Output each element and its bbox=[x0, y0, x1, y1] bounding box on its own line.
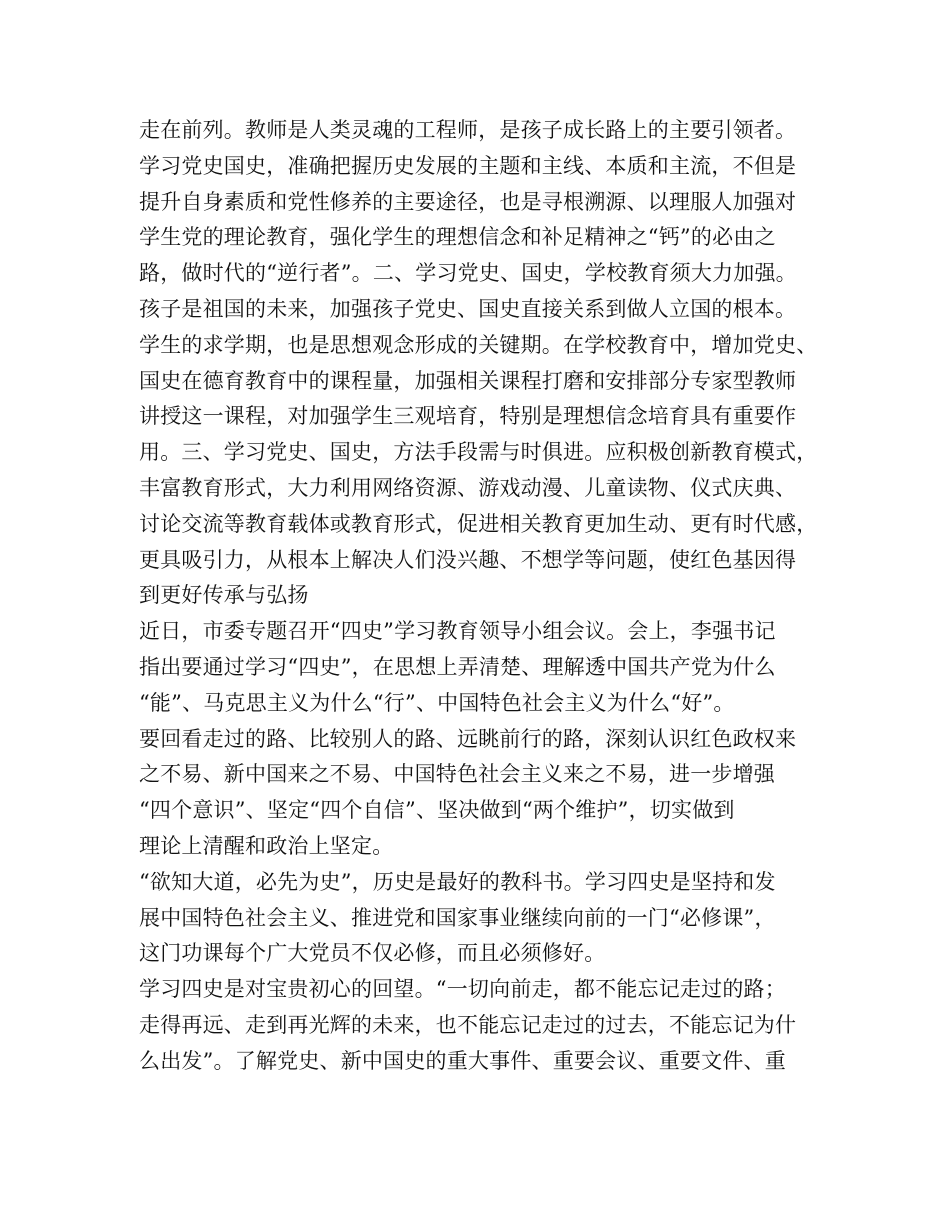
text-line: 么出发”。了解党史、新中国史的重大事件、重要会议、重要文件、重 bbox=[139, 1048, 786, 1073]
text-line: 走在前列。教师是人类灵魂的工程师，是孩子成长路上的主要引领者。 bbox=[139, 118, 797, 142]
text-line: 提升自身素质和党性修养的主要途径，也是寻根溯源、以理服人加强对 bbox=[139, 189, 797, 214]
body-text bbox=[139, 113, 829, 1080]
text-line: 讨论交流等教育载体或教育形式，促进相关教育更加生动、更有时代感， bbox=[139, 511, 818, 536]
text-line: 走得再远、走到再光辉的未来，也不能忘记走过的过去，不能忘记为什 bbox=[139, 1012, 797, 1037]
text-line: “四个意识”、坚定“四个自信”、坚决做到“两个维护”，切实做到 bbox=[139, 798, 735, 823]
text-line: 丰富教育形式，大力利用网络资源、游戏动漫、儿童读物、仪式庆典、 bbox=[139, 475, 797, 500]
text-line: 理论上清醒和政治上坚定。 bbox=[139, 833, 394, 858]
text-line: 学生的求学期，也是思想观念形成的关键期。在学校教育中，增加党史、 bbox=[139, 332, 818, 357]
text-line: 之不易、新中国来之不易、中国特色社会主义来之不易，进一步增强 bbox=[139, 762, 775, 787]
text-line: “能”、马克思主义为什么“行”、中国特色社会主义为什么“好”。 bbox=[139, 690, 735, 715]
text-line: 近日，市委专题召开“四史”学习教育领导小组会议。会上，李强书记 bbox=[139, 619, 776, 644]
text-line: 这门功课每个广大党员不仅必修，而且必须修好。 bbox=[139, 941, 606, 966]
text-line: 要回看走过的路、比较别人的路、远眺前行的路，深刻认识红色政权来 bbox=[139, 726, 797, 751]
text-line: “欲知大道，必先为史”，历史是最好的教科书。学习四史是坚持和发 bbox=[139, 869, 776, 894]
text-line: 国史在德育教育中的课程量，加强相关课程打磨和安排部分专家型教师 bbox=[139, 368, 797, 393]
text-line: 路，做时代的“逆行者”。二、学习党史、国史，学校教育须大力加强。 bbox=[139, 261, 797, 286]
text-line: 展中国特色社会主义、推进党和国家事业继续向前的一门“必修课”， bbox=[139, 905, 776, 930]
text-line: 学习四史是对宝贵初心的回望。“一切向前走，都不能忘记走过的路； bbox=[139, 977, 786, 1002]
text-line: 孩子是祖国的未来，加强孩子党史、国史直接关系到做人立国的根本。 bbox=[139, 296, 797, 321]
text-line: 更具吸引力，从根本上解决人们没兴趣、不想学等问题，使红色基因得 bbox=[139, 547, 797, 572]
text-line: 学生党的理论教育，强化学生的理想信念和补足精神之“钙”的必由之 bbox=[139, 225, 776, 250]
text-line: 指出要通过学习“四史”，在思想上弄清楚、理解透中国共产党为什么 bbox=[139, 654, 776, 679]
text-line: 到更好传承与弘扬 bbox=[139, 583, 309, 608]
text-line: 学习党史国史，准确把握历史发展的主题和主线、本质和主流，不但是 bbox=[139, 153, 797, 178]
text-line: 讲授这一课程，对加强学生三观培育，特别是理想信念培育具有重要作 bbox=[139, 404, 797, 429]
text-line: 用。三、学习党史、国史，方法手段需与时俱进。应积极创新教育模式， bbox=[139, 440, 818, 465]
